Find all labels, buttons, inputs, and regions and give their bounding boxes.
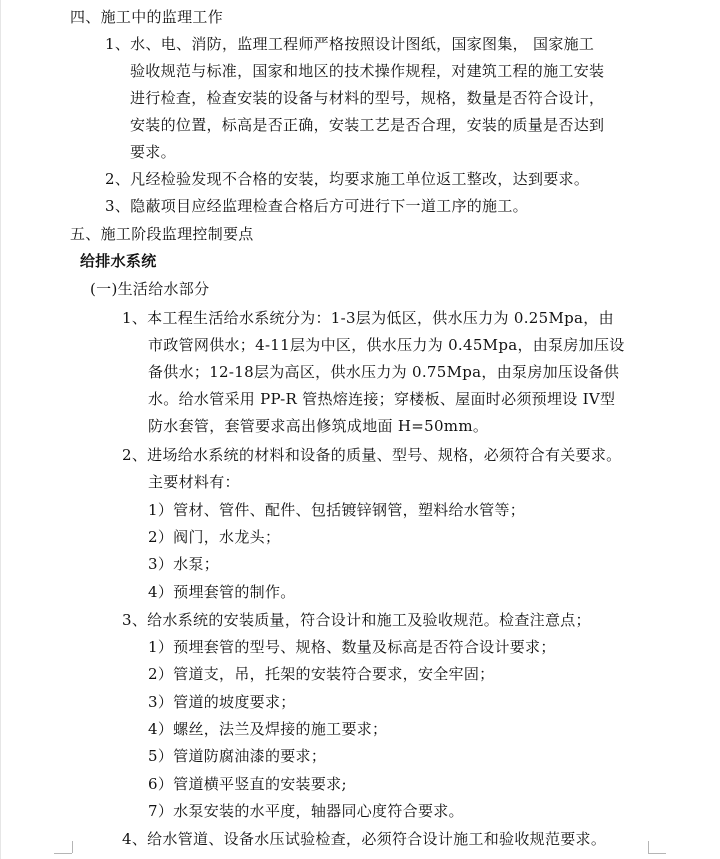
- text-line: 安装的位置，标高是否正确，安装工艺是否合理，安装的质量是否达到: [130, 116, 605, 134]
- page-corner-mark-right-vertical: [648, 841, 649, 853]
- text-line: 2、凡经检验发现不合格的安装，均要求施工单位返工整改，达到要求。: [105, 170, 590, 188]
- text-line: 验收规范与标准，国家和地区的技术操作规程，对建筑工程的施工安装: [130, 62, 605, 80]
- page-edge: [0, 0, 1, 859]
- text-line: 3）水泵；: [148, 555, 220, 573]
- text-line: 五、施工阶段监理控制要点: [70, 225, 254, 243]
- text-line: 防水套管，套管要求高出修筑成地面 H=50mm。: [148, 417, 489, 435]
- text-line: 7）水泵安装的水平度，轴器同心度符合要求。: [148, 802, 464, 820]
- text-line: 2）管道支，吊，托架的安装符合要求，安全牢固；: [148, 665, 495, 683]
- text-line: 4、给水管道、设备水压试验检查，必须符合设计施工和验收规范要求。: [122, 830, 607, 848]
- text-line: 2、进场给水系统的材料和设备的质量、型号、规格，必须符合有关要求。: [122, 446, 622, 464]
- text-line: 1）预埋套管的型号、规格、数量及标高是否符合设计要求；: [148, 638, 556, 656]
- text-line: 5）管道防腐油漆的要求；: [148, 747, 327, 765]
- text-line: 要求。: [130, 143, 176, 161]
- section-heading: 给排水系统: [80, 252, 157, 270]
- text-line: 4）螺丝，法兰及焊接的施工要求；: [148, 720, 388, 738]
- text-line: 备供水；12-18层为高区，供水压力为 0.75Mpa，由泵房加压设备供: [148, 363, 620, 381]
- text-line: 四、施工中的监理工作: [70, 8, 224, 26]
- page-corner-mark-right: [648, 853, 666, 854]
- text-line: 3、隐蔽项目应经监理检查合格后方可进行下一道工序的施工。: [105, 197, 528, 215]
- text-line: 6）管道横平竖直的安装要求;: [148, 775, 347, 793]
- text-line: 1、水、电、消防，监理工程师严格按照设计图纸，国家图集， 国家施工: [105, 35, 595, 53]
- text-line: 进行检查，检查安装的设备与材料的型号，规格，数量是否符合设计，: [130, 89, 605, 107]
- page-corner-mark-left-vertical: [72, 841, 73, 853]
- text-line: 1、本工程生活给水系统分为：1-3层为低区，供水压力为 0.25Mpa，由: [122, 309, 614, 327]
- text-line: 3、给水系统的安装质量，符合设计和施工及验收规范。检查注意点；: [122, 611, 591, 629]
- text-line: 水。给水管采用 PP-R 管热熔连接；穿楼板、屋面时必须预埋设 IV型: [148, 390, 616, 408]
- text-line: (一)生活给水部分: [90, 280, 210, 298]
- text-line: 市政管网供水；4-11层为中区，供水压力为 0.45Mpa，由泵房加压设: [148, 336, 625, 354]
- text-line: 3）管道的坡度要求；: [148, 693, 296, 711]
- text-line: 4）预埋套管的制作。: [148, 583, 296, 601]
- text-line: 1）管材、管件、配件、包括镀锌钢管，塑料给水管等；: [148, 501, 526, 519]
- text-line: 主要材料有：: [148, 473, 240, 491]
- page-corner-mark-left: [54, 853, 72, 854]
- text-line: 2）阀门，水龙头；: [148, 528, 281, 546]
